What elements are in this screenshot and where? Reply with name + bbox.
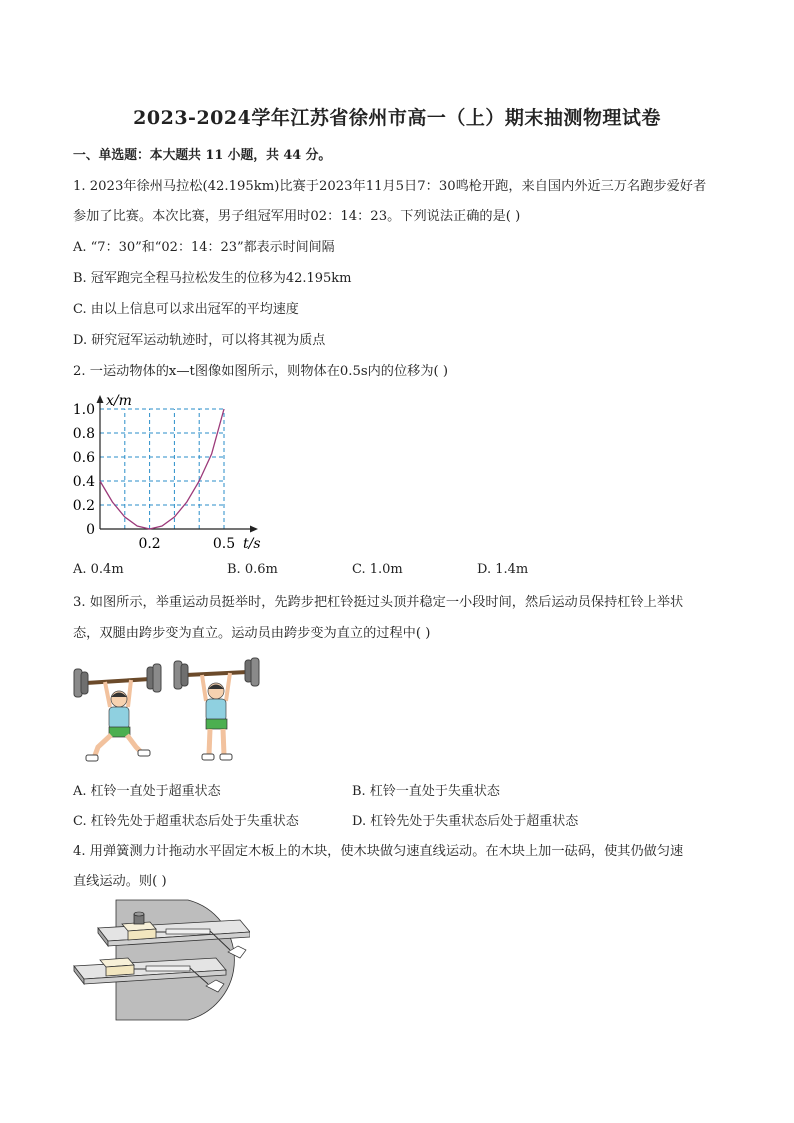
q3-option-d: D. 杠铃先处于失重状态后处于超重状态 (352, 814, 579, 829)
q3-option-b: B. 杠铃一直处于失重状态 (352, 784, 500, 799)
q2-option-a: A. 0.4m (73, 562, 124, 577)
section-heading: 一、单选题：本大题共 11 小题，共 44 分。 (73, 148, 332, 163)
q1-option-b: B. 冠军跑完全程马拉松发生的位移为42.195km (73, 271, 352, 286)
page-title: 2023-2024学年江苏省徐州市高一（上）期末抽测物理试卷 (133, 107, 661, 129)
x-axis-label: t/s (243, 536, 261, 552)
q1-option-d: D. 研究冠军运动轨迹时，可以将其视为质点 (73, 333, 326, 348)
q1-stem-line1: 1. 2023年徐州马拉松(42.195km)比赛于2023年11月5日7：30鸣枪开跑，来自国内外近三万名跑步爱好者 (73, 179, 707, 194)
q1-stem-line2: 参加了比赛。本次比赛，男子组冠军用时02：14：23。下列说法正确的是( ) (73, 209, 521, 224)
q4-stem-line1: 4. 用弹簧测力计拖动水平固定木板上的木块，使木块做匀速直线运动。在木块上加一砝码，使其仍做匀速 (73, 844, 684, 859)
y-tick-label: 0.2 (72, 498, 95, 514)
x-tick-labels (138, 536, 235, 552)
q2-option-d: D. 1.4m (477, 562, 529, 577)
q1-option-a: A. “7：30”和“02：14：23”都表示时间间隔 (73, 240, 335, 255)
x-tick-label: 0.5 (212, 536, 236, 552)
weightlifter-upright (174, 658, 259, 760)
q2-option-b: B. 0.6m (227, 562, 278, 577)
y-axis-arrow (97, 395, 104, 403)
weightlifter-illustration (68, 655, 268, 770)
y-tick-label: 0.6 (72, 450, 95, 466)
q4-stem-line2: 直线运动。则( ) (73, 874, 167, 889)
x-tick-label: 0.2 (138, 536, 161, 552)
x-axis-arrow (250, 526, 258, 533)
series-curve (100, 409, 224, 529)
q3-option-a: A. 杠铃一直处于超重状态 (73, 784, 221, 799)
q3-stem-line2: 态，双腿由跨步变为直立。运动员由跨步变为直立的过程中( ) (73, 626, 431, 641)
y-tick-label: 0 (86, 522, 95, 538)
q3-stem-line1: 3. 如图所示，举重运动员挺举时，先跨步把杠铃挺过头顶并稳定一小段时间，然后运动员保持杠铃上举状 (73, 595, 684, 610)
q1-option-c: C. 由以上信息可以求出冠军的平均速度 (73, 302, 299, 317)
y-tick-label: 0.8 (72, 426, 95, 442)
q2-stem: 2. 一运动物体的x—t图像如图所示，则物体在0.5s内的位移为( ) (73, 364, 449, 379)
q3-option-c: C. 杠铃先处于超重状态后处于失重状态 (73, 814, 299, 829)
y-tick-label: 0.4 (72, 474, 95, 490)
y-tick-label: 1.0 (72, 402, 95, 418)
y-axis-label: x/m (106, 393, 132, 409)
y-tick-labels (73, 402, 95, 538)
weightlifter-split-stance (74, 664, 161, 761)
q2-option-c: C. 1.0m (352, 562, 403, 577)
xt-graph (66, 392, 276, 557)
friction-experiment-illustration (70, 898, 250, 1023)
